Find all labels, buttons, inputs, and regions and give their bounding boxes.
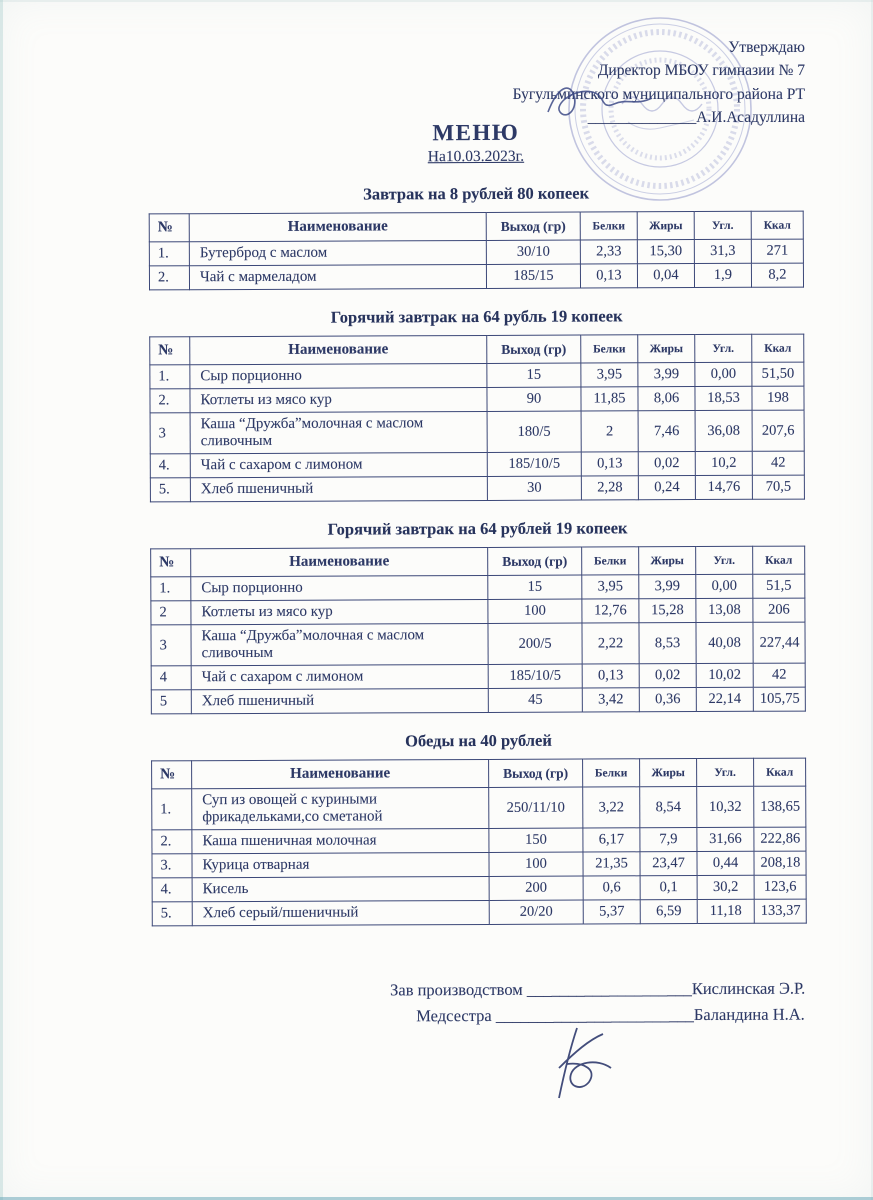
column-header: Угл.: [695, 334, 752, 362]
table-cell: 3,99: [639, 575, 696, 599]
table-cell: Хлеб пшеничный: [191, 688, 488, 713]
menu-table-breakfast: [149, 211, 804, 291]
column-header: Ккал: [752, 334, 804, 362]
table-cell: 2.: [152, 830, 192, 854]
column-header: Наименование: [191, 547, 488, 576]
table-cell: 1.: [149, 242, 189, 266]
table-cell: 2: [151, 601, 191, 625]
column-header: Наименование: [192, 759, 489, 788]
table-title: Завтрак на 8 рублей 80 копеек: [363, 183, 590, 204]
table-cell: 1.: [150, 365, 190, 389]
table-cell: 18,53: [695, 386, 752, 410]
table-title: Горячий завтрак на 64 рубль 19 копеек: [330, 306, 623, 327]
column-header: Жиры: [640, 759, 697, 787]
table-cell: 10,32: [697, 786, 754, 827]
approval-line-2: Директор МБОУ гимназии № 7: [597, 62, 805, 80]
table-cell: 100: [489, 852, 583, 876]
table-row: [152, 899, 806, 926]
table-cell: 133,37: [754, 899, 806, 923]
table-cell: 198: [752, 386, 804, 410]
signature-block: [390, 976, 807, 1029]
table-cell: 222,86: [754, 827, 806, 851]
table-cell: 36,08: [695, 410, 752, 451]
table-cell: 0,04: [637, 264, 694, 288]
table-row: [151, 622, 805, 666]
column-header: Угл.: [696, 546, 753, 574]
table-cell: 0,13: [581, 452, 638, 476]
table-cell: 0,00: [696, 574, 753, 598]
menu-section-hot-breakfast-1: [149, 306, 805, 503]
table-cell: Бутерброд с маслом: [189, 240, 486, 265]
table-cell: 15,30: [637, 240, 694, 264]
table-cell: 51,5: [753, 574, 805, 598]
table-cell: 1.: [151, 577, 191, 601]
table-cell: 15: [487, 363, 581, 387]
table-cell: 3,22: [583, 787, 640, 828]
table-cell: 208,18: [754, 851, 806, 875]
footer-signature: [543, 1022, 663, 1104]
column-header: Ккал: [754, 758, 806, 786]
table-cell: 185/15: [486, 264, 580, 288]
table-cell: 3.: [152, 854, 192, 878]
nurse-line: Медсестра ________________________Баландина Н.А.: [416, 1004, 805, 1025]
table-cell: 0,24: [638, 476, 695, 500]
table-cell: 31,3: [694, 239, 751, 263]
table-header-row: [150, 334, 804, 365]
menu-date: На10.03.2023г.: [427, 147, 525, 166]
table-row: [151, 598, 805, 625]
table-cell: 8,53: [639, 623, 696, 664]
table-row: [152, 875, 806, 902]
menu-table-hot-breakfast-1: [149, 334, 805, 503]
table-row: [150, 451, 804, 478]
table-cell: 5.: [152, 902, 192, 926]
table-cell: 30/10: [486, 240, 580, 264]
column-header: Жиры: [638, 335, 695, 363]
table-cell: 5.: [150, 478, 190, 502]
table-cell: Курица отварная: [192, 852, 489, 877]
table-cell: 3: [151, 625, 191, 666]
table-row: [151, 574, 805, 601]
table-cell: 15,28: [639, 599, 696, 623]
table-cell: Котлеты из мясо кур: [190, 387, 487, 412]
table-cell: 15: [488, 575, 582, 599]
table-cell: 227,44: [753, 622, 805, 663]
table-cell: 8,06: [638, 387, 695, 411]
table-cell: 200: [489, 876, 583, 900]
column-header: Белки: [582, 547, 639, 575]
column-header: Выход (гр): [489, 759, 583, 787]
table-cell: 200/5: [488, 623, 582, 664]
table-cell: 70,5: [752, 475, 804, 499]
column-header: Белки: [583, 759, 640, 787]
table-cell: 185/10/5: [488, 664, 582, 688]
table-cell: 90: [487, 387, 581, 411]
table-cell: 1,9: [694, 263, 751, 287]
table-cell: 20/20: [489, 900, 583, 924]
table-cell: 42: [753, 663, 805, 687]
table-row: [152, 786, 806, 830]
column-header: Угл.: [694, 211, 751, 239]
menu-table-lunch: [151, 758, 807, 927]
column-header: Выход (гр): [486, 212, 580, 240]
table-cell: 3,99: [638, 363, 695, 387]
table-cell: 2,22: [582, 623, 639, 664]
table-cell: 180/5: [487, 411, 581, 452]
table-cell: 6,17: [583, 828, 640, 852]
table-cell: 14,76: [695, 475, 752, 499]
table-cell: Сыр порционно: [190, 363, 487, 388]
table-cell: Каша “Дружба”молочная с маслом сливочным: [190, 411, 487, 453]
table-cell: 206: [753, 598, 805, 622]
column-header: №: [152, 761, 192, 789]
approval-line-3: Бугульминского муниципального района РТ: [512, 85, 805, 103]
production-manager-line: Зав производством ____________________Кислинская Э.Р.: [390, 978, 806, 1000]
table-cell: Чай с сахаром с лимоном: [190, 452, 487, 477]
table-cell: 4.: [152, 878, 192, 902]
table-cell: 2.: [149, 266, 189, 290]
table-cell: 0,02: [638, 452, 695, 476]
table-cell: 45: [488, 688, 582, 712]
director-signature: [540, 76, 670, 124]
table-header-row: [151, 546, 805, 577]
table-row: [151, 663, 805, 690]
table-cell: 250/11/10: [489, 787, 583, 828]
table-cell: 1.: [152, 789, 192, 830]
table-cell: 31,66: [697, 827, 754, 851]
table-row: [149, 239, 803, 266]
table-cell: 0,44: [697, 851, 754, 875]
table-cell: 22,14: [696, 687, 753, 711]
table-header-row: [152, 758, 806, 789]
table-cell: 2: [581, 411, 638, 452]
table-cell: 8,54: [640, 787, 697, 828]
table-title: Горячий завтрак на 64 рублей 19 копеек: [327, 518, 628, 539]
table-cell: 4: [151, 666, 191, 690]
menu-section-lunch: [151, 730, 807, 927]
table-cell: 5,37: [583, 900, 640, 924]
column-header: Угл.: [697, 758, 754, 786]
table-cell: 5: [151, 690, 191, 714]
table-row: [150, 386, 804, 413]
table-cell: 13,08: [696, 598, 753, 622]
table-cell: Суп из овощей с куриными фрикадельками,со сметаной: [192, 787, 489, 829]
table-cell: 10,2: [695, 451, 752, 475]
table-row: [152, 827, 806, 854]
table-cell: 123,6: [754, 875, 806, 899]
table-cell: 0,1: [640, 876, 697, 900]
table-cell: 12,76: [582, 599, 639, 623]
table-cell: 150: [489, 828, 583, 852]
table-cell: 0,13: [580, 264, 637, 288]
table-cell: 30: [487, 476, 581, 500]
column-header: Ккал: [753, 546, 805, 574]
table-cell: Каша пшеничная молочная: [192, 828, 489, 853]
column-header: Жиры: [639, 547, 696, 575]
column-header: №: [151, 549, 191, 577]
menu-section-breakfast: [149, 183, 804, 291]
table-row: [151, 687, 805, 714]
table-title: Обеды на 40 рублей: [405, 730, 552, 751]
table-row: [150, 362, 804, 389]
column-header: №: [150, 337, 190, 365]
table-cell: 105,75: [753, 687, 805, 711]
table-cell: 8,2: [751, 263, 803, 287]
column-header: Выход (гр): [488, 547, 582, 575]
table-cell: 0,36: [639, 688, 696, 712]
column-header: Ккал: [751, 211, 803, 239]
table-cell: 2,33: [580, 240, 637, 264]
table-cell: 21,35: [583, 852, 640, 876]
table-cell: Хлеб серый/пшеничный: [192, 900, 489, 925]
table-cell: 42: [752, 451, 804, 475]
column-header: Белки: [580, 212, 637, 240]
approval-line-4: ______________А.И.Асадуллина: [587, 108, 805, 126]
table-header-row: [149, 211, 803, 242]
table-cell: 23,47: [640, 852, 697, 876]
table-cell: 10,02: [696, 663, 753, 687]
table-row: [152, 851, 806, 878]
table-cell: 0,00: [695, 362, 752, 386]
table-cell: Чай с сахаром с лимоном: [191, 664, 488, 689]
table-cell: 0,6: [583, 876, 640, 900]
table-cell: Чай с мармеладом: [189, 264, 486, 289]
table-row: [149, 263, 803, 290]
approval-line-1: Утверждаю: [728, 39, 805, 56]
column-header: Наименование: [190, 335, 487, 364]
table-cell: 100: [488, 599, 582, 623]
menu-section-hot-breakfast-2: [150, 518, 806, 715]
menu-table-hot-breakfast-2: [150, 546, 806, 715]
table-cell: 271: [751, 239, 803, 263]
table-cell: 185/10/5: [487, 452, 581, 476]
column-header: Белки: [581, 335, 638, 363]
table-cell: 207,6: [752, 410, 804, 451]
table-cell: 30,2: [697, 875, 754, 899]
table-cell: 40,08: [696, 622, 753, 663]
table-cell: 2.: [150, 389, 190, 413]
table-cell: 51,50: [752, 362, 804, 386]
table-cell: 3,95: [582, 575, 639, 599]
table-cell: Котлеты из мясо кур: [191, 599, 488, 624]
table-cell: 0,02: [639, 664, 696, 688]
table-cell: 0,13: [582, 664, 639, 688]
menu-title: МЕНЮ: [432, 119, 520, 146]
table-cell: Хлеб пшеничный: [190, 476, 487, 501]
table-cell: 138,65: [754, 786, 806, 827]
table-cell: 11,85: [581, 387, 638, 411]
table-row: [150, 410, 804, 454]
table-cell: 2,28: [581, 476, 638, 500]
menu-body: [148, 0, 807, 1030]
table-cell: 3,42: [582, 688, 639, 712]
column-header: Наименование: [189, 212, 486, 241]
table-cell: 7,46: [638, 411, 695, 452]
column-header: Выход (гр): [487, 335, 581, 363]
column-header: Жиры: [637, 212, 694, 240]
table-cell: 4.: [150, 454, 190, 478]
table-cell: Кисель: [192, 876, 489, 901]
table-cell: 3,95: [581, 363, 638, 387]
table-cell: Сыр порционно: [191, 575, 488, 600]
table-cell: 7,9: [640, 828, 697, 852]
table-cell: Каша “Дружба”молочная с маслом сливочным: [191, 623, 488, 665]
column-header: №: [149, 214, 189, 242]
table-cell: 6,59: [640, 900, 697, 924]
table-cell: 11,18: [697, 899, 754, 923]
table-cell: 3: [150, 413, 190, 454]
table-row: [150, 475, 804, 502]
